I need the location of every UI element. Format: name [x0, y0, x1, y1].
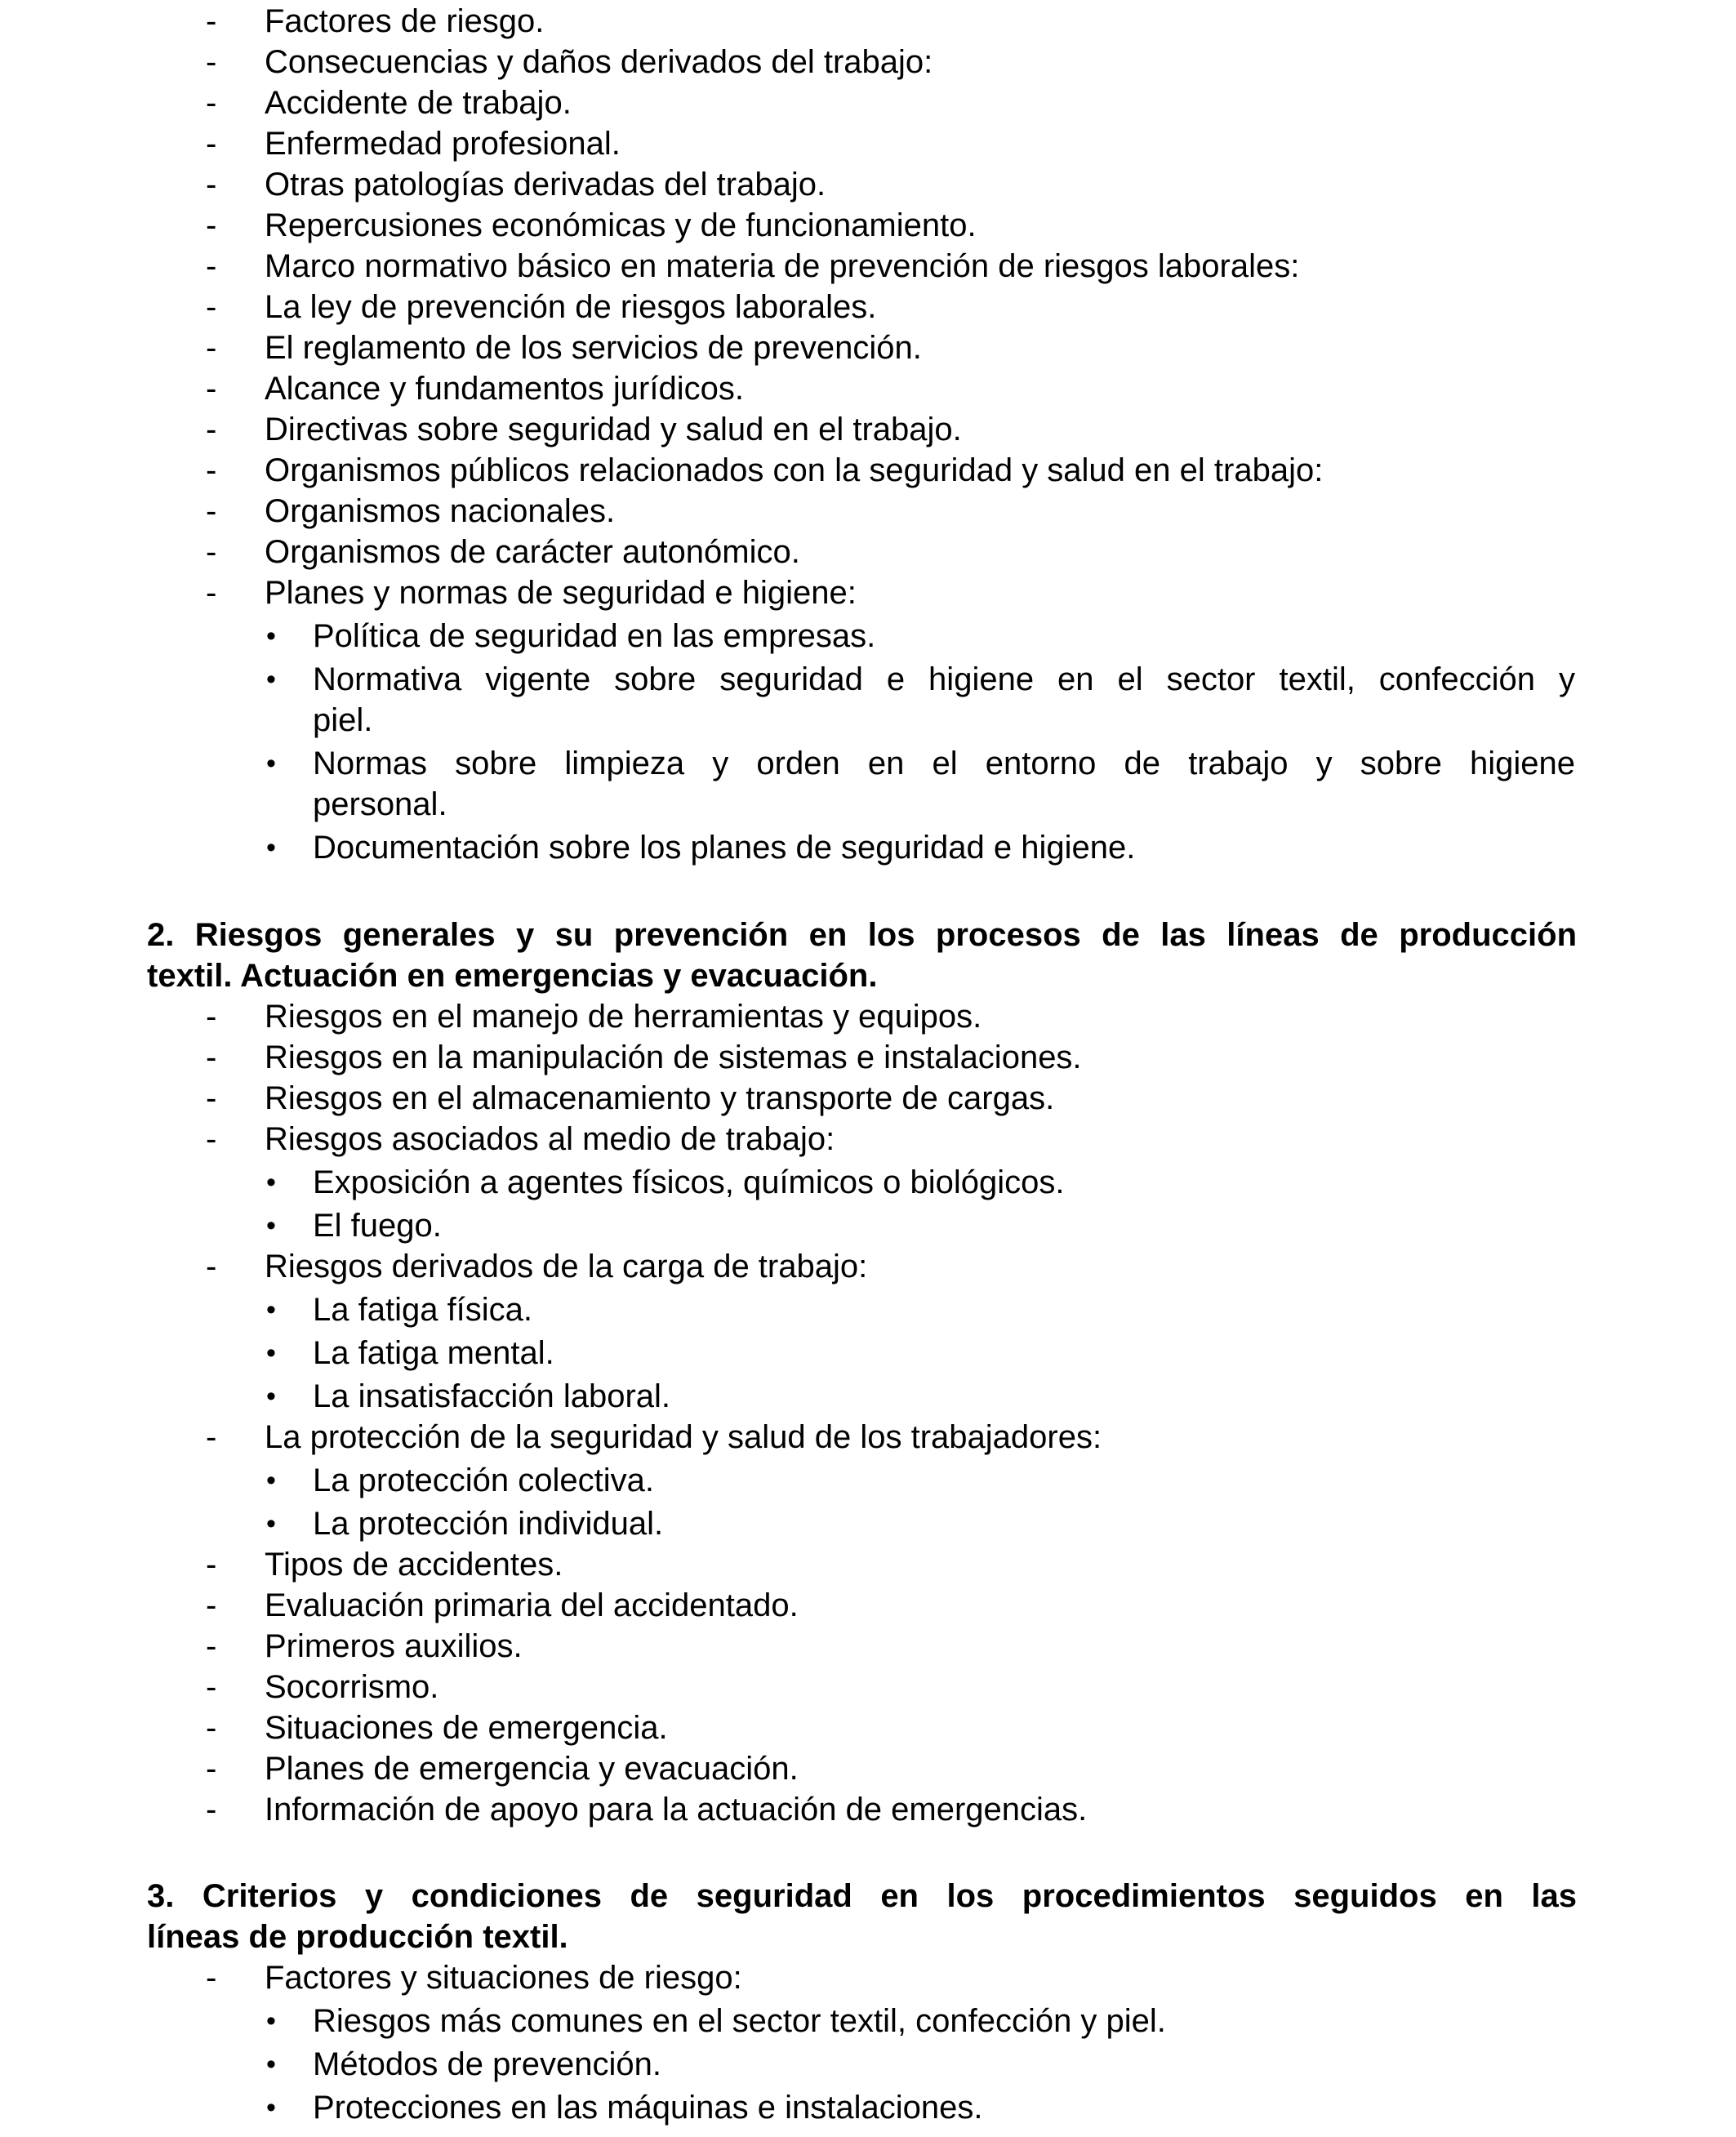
bullet-item-text: Normas sobre limpieza y orden en el entorno de trabajo y sobre higiene — [313, 746, 1575, 781]
list-item-text: Repercusiones económicas y de funcionamiento. — [265, 207, 977, 243]
list-item-text: Riesgos derivados de la carga de trabajo: — [265, 1249, 868, 1284]
bullet-item-text: Normativa vigente sobre seguridad e higiene en el sector textil, confección y — [313, 661, 1575, 697]
dash-marker: - — [206, 126, 217, 162]
list-item-text: Organismos de carácter autonómico. — [265, 534, 800, 570]
list-item-text: Primeros auxilios. — [265, 1628, 523, 1664]
bullet-item-text: La fatiga mental. — [313, 1335, 554, 1371]
list-item-text: Factores de riesgo. — [265, 3, 545, 39]
bullet-item-text: Riesgos más comunes en el sector textil, confección y piel. — [313, 2003, 1166, 2039]
bullet-marker: • — [266, 1381, 276, 1412]
bullet-marker: • — [266, 2049, 276, 2080]
list-item-text: Riesgos en el almacenamiento y transporte de cargas. — [265, 1080, 1055, 1116]
dash-marker: - — [206, 1628, 217, 1664]
dash-marker: - — [206, 1792, 217, 1828]
list-item-text: Alcance y fundamentos jurídicos. — [265, 371, 744, 407]
dash-marker: - — [206, 452, 217, 488]
bullet-item-text: La protección individual. — [313, 1506, 664, 1542]
bullet-marker: • — [266, 1465, 276, 1496]
dash-marker: - — [206, 1587, 217, 1623]
dash-marker: - — [206, 412, 217, 447]
dash-marker: - — [206, 167, 217, 203]
dash-marker: - — [206, 330, 217, 366]
list-item-text: Organismos nacionales. — [265, 493, 616, 529]
list-item-text: Factores y situaciones de riesgo: — [265, 1960, 742, 1996]
list-item-text: Riesgos en el manejo de herramientas y equipos. — [265, 999, 982, 1035]
dash-marker: - — [206, 3, 217, 39]
dash-marker: - — [206, 207, 217, 243]
dash-marker: - — [206, 534, 217, 570]
dash-marker: - — [206, 85, 217, 121]
list-item-text: La ley de prevención de riesgos laborales. — [265, 289, 877, 325]
bullet-item-text: La protección colectiva. — [313, 1463, 655, 1498]
dash-marker: - — [206, 371, 217, 407]
bullet-marker: • — [266, 1167, 276, 1198]
bullet-marker: • — [266, 2092, 276, 2123]
dash-marker: - — [206, 44, 217, 80]
bullet-marker: • — [266, 1338, 276, 1369]
bullet-marker: • — [266, 621, 276, 652]
bullet-item-text: Política de seguridad en las empresas. — [313, 618, 876, 654]
bullet-item-text: Métodos de prevención. — [313, 2046, 661, 2082]
dash-marker: - — [206, 248, 217, 284]
dash-marker: - — [206, 1249, 217, 1284]
list-item-text: Riesgos asociados al medio de trabajo: — [265, 1121, 835, 1157]
dash-marker: - — [206, 493, 217, 529]
list-item-text: Tipos de accidentes. — [265, 1547, 563, 1583]
bullet-marker: • — [266, 2006, 276, 2037]
list-item-text: Marco normativo básico en materia de prevención de riesgos laborales: — [265, 248, 1300, 284]
dash-marker: - — [206, 1040, 217, 1075]
dash-marker: - — [206, 1960, 217, 1996]
bullet-item-text: La insatisfacción laboral. — [313, 1378, 671, 1414]
bullet-marker: • — [266, 1294, 276, 1325]
list-item-text: La protección de la seguridad y salud de los trabajadores: — [265, 1419, 1102, 1455]
dash-marker: - — [206, 1669, 217, 1705]
dash-marker: - — [206, 1751, 217, 1787]
bullet-marker: • — [266, 832, 276, 863]
list-item-text: Otras patologías derivadas del trabajo. — [265, 167, 826, 203]
list-item-text: Evaluación primaria del accidentado. — [265, 1587, 799, 1623]
dash-marker: - — [206, 999, 217, 1035]
bullet-item-text: Exposición a agentes físicos, químicos o biológicos. — [313, 1164, 1065, 1200]
dash-marker: - — [206, 1080, 217, 1116]
list-item-text: Planes de emergencia y evacuación. — [265, 1751, 799, 1787]
list-item-text: Organismos públicos relacionados con la seguridad y salud en el trabajo: — [265, 452, 1324, 488]
bullet-item-text: Protecciones en las máquinas e instalaciones. — [313, 2090, 983, 2126]
section-heading-line: 2. Riesgos generales y su prevención en los procesos de las líneas de producción — [147, 917, 1577, 953]
list-item-text: Situaciones de emergencia. — [265, 1710, 668, 1746]
bullet-marker: • — [266, 748, 276, 779]
bullet-item-text: La fatiga física. — [313, 1292, 533, 1328]
bullet-marker: • — [266, 664, 276, 695]
list-item-text: El reglamento de los servicios de prevención. — [265, 330, 922, 366]
list-item-text: Información de apoyo para la actuación de emergencias. — [265, 1792, 1088, 1828]
section-heading-line: líneas de producción textil. — [147, 1919, 568, 1955]
list-item-text: Directivas sobre seguridad y salud en el trabajo. — [265, 412, 962, 447]
list-item-text: Enfermedad profesional. — [265, 126, 621, 162]
bullet-marker: • — [266, 1508, 276, 1539]
list-item-text: Consecuencias y daños derivados del trabajo: — [265, 44, 933, 80]
bullet-item-text: personal. — [313, 786, 447, 822]
bullet-item-text: El fuego. — [313, 1208, 442, 1244]
list-item-text: Planes y normas de seguridad e higiene: — [265, 575, 857, 611]
dash-marker: - — [206, 289, 217, 325]
section-heading-line: 3. Criterios y condiciones de seguridad en los procedimientos seguidos en las — [147, 1878, 1577, 1914]
bullet-item-text: Documentación sobre los planes de seguridad e higiene. — [313, 830, 1136, 866]
dash-marker: - — [206, 1710, 217, 1746]
bullet-item-text: piel. — [313, 702, 373, 738]
dash-marker: - — [206, 1121, 217, 1157]
dash-marker: - — [206, 1419, 217, 1455]
list-item-text: Riesgos en la manipulación de sistemas e instalaciones. — [265, 1040, 1082, 1075]
list-item-text: Accidente de trabajo. — [265, 85, 572, 121]
bullet-marker: • — [266, 1210, 276, 1241]
section-heading-line: textil. Actuación en emergencias y evacuación. — [147, 958, 878, 994]
list-item-text: Socorrismo. — [265, 1669, 439, 1705]
dash-marker: - — [206, 575, 217, 611]
dash-marker: - — [206, 1547, 217, 1583]
